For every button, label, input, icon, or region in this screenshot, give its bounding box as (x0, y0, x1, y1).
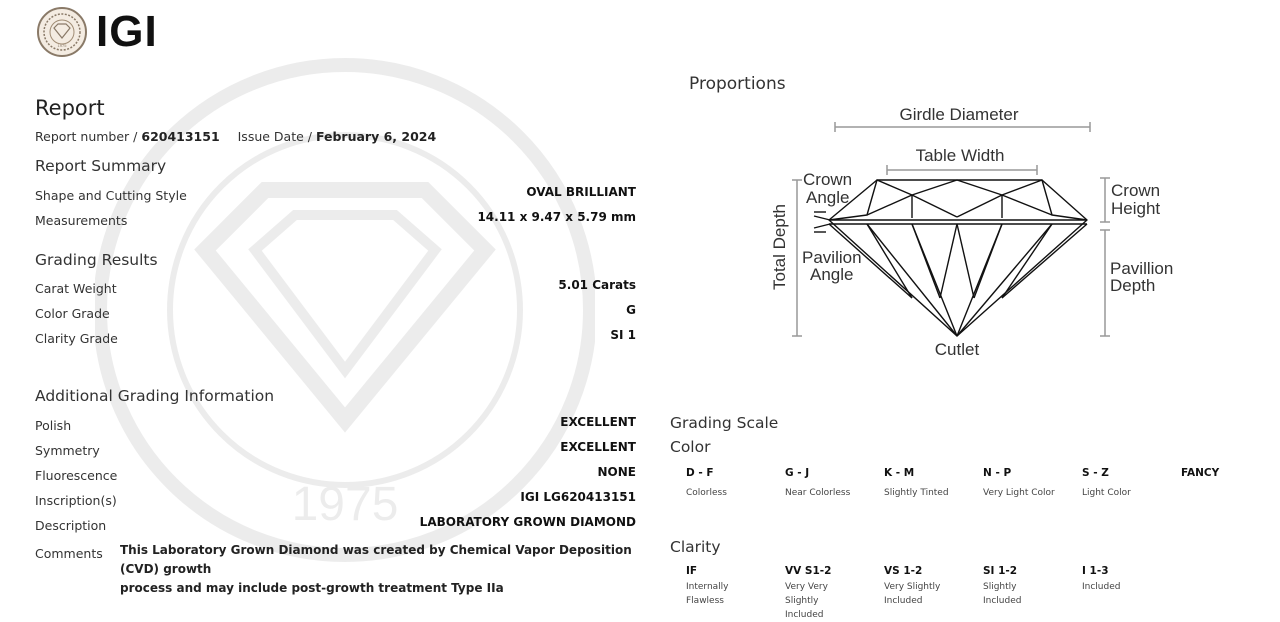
color-scale-desc: Colorless (686, 488, 727, 498)
description-value: LABORATORY GROWN DIAMOND (419, 515, 636, 529)
description-label: Description (35, 518, 107, 533)
polish-label: Polish (35, 418, 72, 433)
color-scale-code: N - P (983, 467, 1012, 479)
clarity-scale-desc: Included (1082, 582, 1121, 592)
report-number: 620413151 (141, 129, 220, 144)
crown-height-label-1: Crown (1111, 181, 1161, 200)
crown-angle-label-1: Crown (803, 170, 853, 189)
color-scale-code: S - Z (1082, 467, 1109, 479)
report-summary-heading: Report Summary (35, 157, 167, 175)
pavilion-depth-label-1: Pavillion (1110, 259, 1174, 278)
color-scale-desc: Light Color (1082, 488, 1131, 498)
symmetry-label: Symmetry (35, 443, 100, 458)
color-scale-heading: Color (670, 438, 711, 456)
total-depth-label: Total Depth (770, 204, 789, 290)
clarity-grade-label: Clarity Grade (35, 331, 118, 346)
clarity-scale-desc: Very Very Slightly Included (785, 582, 828, 620)
igi-logo (36, 6, 158, 58)
proportions-heading: Proportions (689, 74, 786, 94)
pavilion-angle-label-1: Pavilion (802, 248, 862, 267)
comments-text (120, 541, 640, 598)
culet-label: Cutlet (934, 340, 980, 359)
clarity-scale-desc: Very Slightly Included (884, 582, 941, 606)
color-scale-code: G - J (785, 467, 810, 479)
symmetry-value: EXCELLENT (560, 440, 636, 454)
clarity-grade-value: SI 1 (610, 328, 636, 342)
clarity-scale-code: SI 1-2 (983, 565, 1018, 577)
polish-value: EXCELLENT (560, 415, 636, 429)
color-scale-desc: Near Colorless (785, 488, 851, 498)
shape-value: OVAL BRILLIANT (526, 185, 636, 199)
report-meta (35, 129, 436, 144)
clarity-scale-desc: Slightly Included (983, 582, 1022, 606)
grading-results-heading: Grading Results (35, 251, 158, 269)
pavilion-depth-label-2: Depth (1110, 276, 1156, 295)
comments-line-1: This Laboratory Grown Diamond was created by Chemical Vapor Deposition (CVD) growth (120, 543, 632, 576)
color-scale-desc: Very Light Color (983, 488, 1055, 498)
brand-name: IGI (96, 7, 158, 56)
carat-value: 5.01 Carats (558, 278, 636, 292)
report-heading: Report (35, 96, 105, 120)
color-grade-label: Color Grade (35, 306, 110, 321)
inscription-value: IGI LG620413151 (520, 490, 636, 504)
comments-label: Comments (35, 546, 103, 561)
clarity-scale-code: VS 1-2 (884, 565, 923, 577)
svg-text:1975: 1975 (57, 43, 67, 48)
color-grade-value: G (626, 303, 636, 317)
clarity-scale-desc: Internally Flawless (686, 582, 729, 606)
pavilion-angle-label-2: Angle (810, 265, 854, 284)
table-width-label: Table Width (915, 146, 1005, 165)
clarity-scale-code: I 1-3 (1082, 565, 1109, 577)
inscription-label: Inscription(s) (35, 493, 117, 508)
girdle-diameter-label: Girdle Diameter (899, 105, 1019, 124)
clarity-scale-code: VV S1-2 (785, 565, 832, 577)
measurements-label: Measurements (35, 213, 128, 228)
svg-text:1975: 1975 (291, 478, 399, 531)
issue-date-label: Issue Date / (237, 129, 312, 144)
issue-date: February 6, 2024 (315, 129, 437, 144)
fluorescence-value: NONE (597, 465, 636, 479)
measurements-value: 14.11 x 9.47 x 5.79 mm (477, 210, 636, 224)
fluorescence-label: Fluorescence (35, 468, 118, 483)
proportions-diagram (760, 95, 1180, 370)
report-number-label: Report number / (35, 129, 138, 144)
color-scale-code: D - F (686, 467, 714, 479)
color-scale-desc: Slightly Tinted (884, 488, 949, 498)
clarity-scale-heading: Clarity (670, 538, 721, 556)
color-scale-code: K - M (884, 467, 915, 479)
additional-info-heading: Additional Grading Information (35, 387, 275, 405)
color-scale-code: FANCY (1181, 467, 1220, 479)
clarity-scale-code: IF (686, 565, 698, 577)
seal-icon (36, 6, 88, 58)
grading-scale-heading: Grading Scale (670, 414, 779, 432)
crown-angle-label-2: Angle (806, 188, 850, 207)
crown-height-label-2: Height (1111, 199, 1161, 218)
carat-label: Carat Weight (35, 281, 117, 296)
shape-label: Shape and Cutting Style (35, 188, 187, 203)
comments-line-2: process and may include post-growth treatment Type IIa (120, 581, 504, 595)
